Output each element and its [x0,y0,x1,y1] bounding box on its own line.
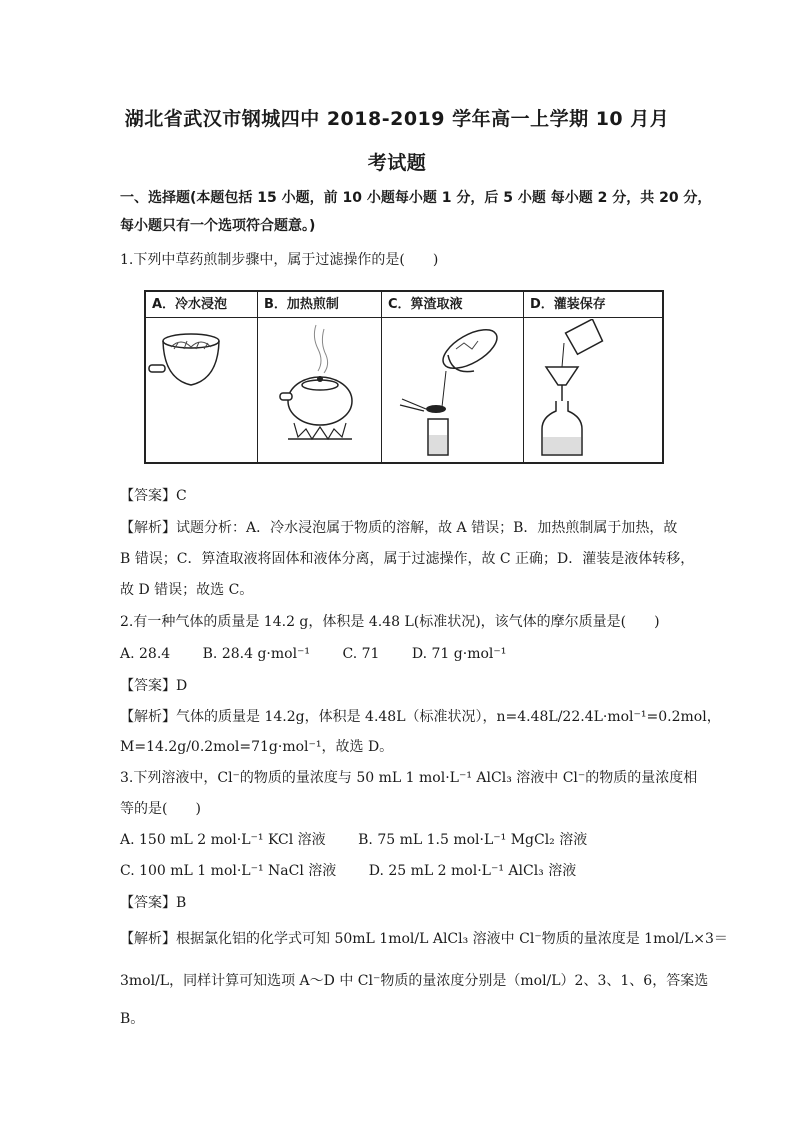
figure-panel-c [382,292,524,462]
question-2-analysis-line1: 【解析】气体的质量是 14.2g，体积是 4.48L（标准状况），n=4.48L/22.4L·mol⁻¹=0.2mol， [120,709,721,725]
question-2-analysis-line2: M=14.2g/0.2mol=71g·mol⁻¹，故选 D。 [120,739,394,755]
question-3-option-a: A. 150 mL 2 mol·L⁻¹ KCl 溶液 [120,832,326,848]
question-3-analysis-line1: 【解析】根据氯化铝的化学式可知 50mL 1mol/L AlCl₃ 溶液中 Cl⁻物质的量浓度是 1mol/L×3＝ [120,931,728,947]
question-3-answer: 【答案】B [120,895,187,911]
section-heading-line1: 一、选择题(本题包括 15 小题，前 10 小题每小题 1 分，后 5 小题 每小题 2 分，共 20 分， [120,190,712,206]
question-1-stem: 1.下列中草药煎制步骤中，属于过滤操作的是( ) [120,252,439,268]
question-2-option-d: D. 71 g·mol⁻¹ [411,646,507,662]
figure-label-c: C．箅渣取液 [382,292,523,318]
question-1-analysis-line3: 故 D 错误；故选 C。 [120,582,254,598]
question-3-option-b: B. 75 mL 1.5 mol·L⁻¹ MgCl₂ 溶液 [358,832,588,848]
figure-panel-a [146,292,258,462]
bottling-illustration [524,319,660,459]
question-2-option-c: C. 71 [342,646,380,662]
figure-label-d: D．灌装保存 [524,292,662,318]
question-3-option-c: C. 100 mL 1 mol·L⁻¹ NaCl 溶液 [120,863,337,879]
question-2-option-a: A. 28.4 [120,646,171,662]
figure-panel-b [258,292,382,462]
straining-illustration [382,319,522,459]
question-3-analysis-line3: B。 [120,1011,145,1027]
question-3-options-row2 [120,861,680,881]
document-title-line1: 湖北省武汉市钢城四中 2018-2019 学年高一上学期 10 月月 [124,108,670,130]
herbal-process-figure [144,290,664,464]
question-3-options-row1 [120,830,680,850]
figure-label-a: A．冷水浸泡 [146,292,257,318]
question-3-stem-line2: 等的是( ) [120,801,201,817]
question-3-analysis-line2: 3mol/L，同样计算可知选项 A～D 中 Cl⁻物质的量浓度分别是（mol/L）2、3、1、6，答案选 [120,973,709,989]
section-heading-line2: 每小题只有一个选项符合题意。) [120,218,316,234]
question-2-options [120,644,680,664]
question-1-answer: 【答案】C [120,488,187,504]
question-2-answer: 【答案】D [120,678,188,694]
soaking-pot-illustration [146,319,256,459]
question-3-option-d: D. 25 mL 2 mol·L⁻¹ AlCl₃ 溶液 [368,863,577,879]
boiling-pot-illustration [258,319,380,459]
question-1-analysis-line2: B 错误；C．箅渣取液将固体和液体分离，属于过滤操作，故 C 正确；D．灌装是液体转移， [120,551,695,567]
document-title-line2: 考试题 [367,152,427,174]
question-1-analysis-line1: 【解析】试题分析：A．冷水浸泡属于物质的溶解，故 A 错误；B．加热煎制属于加热，故 [120,520,678,536]
figure-panel-d [524,292,662,462]
question-2-option-b: B. 28.4 g·mol⁻¹ [202,646,311,662]
question-3-stem-line1: 3.下列溶液中，Cl⁻的物质的量浓度与 50 mL 1 mol·L⁻¹ AlCl₃ 溶液中 Cl⁻的物质的量浓度相 [120,770,698,786]
figure-label-b: B．加热煎制 [258,292,381,318]
question-2-stem: 2.有一种气体的质量是 14.2 g，体积是 4.48 L(标准状况)，该气体的摩尔质量是( ) [120,614,660,630]
